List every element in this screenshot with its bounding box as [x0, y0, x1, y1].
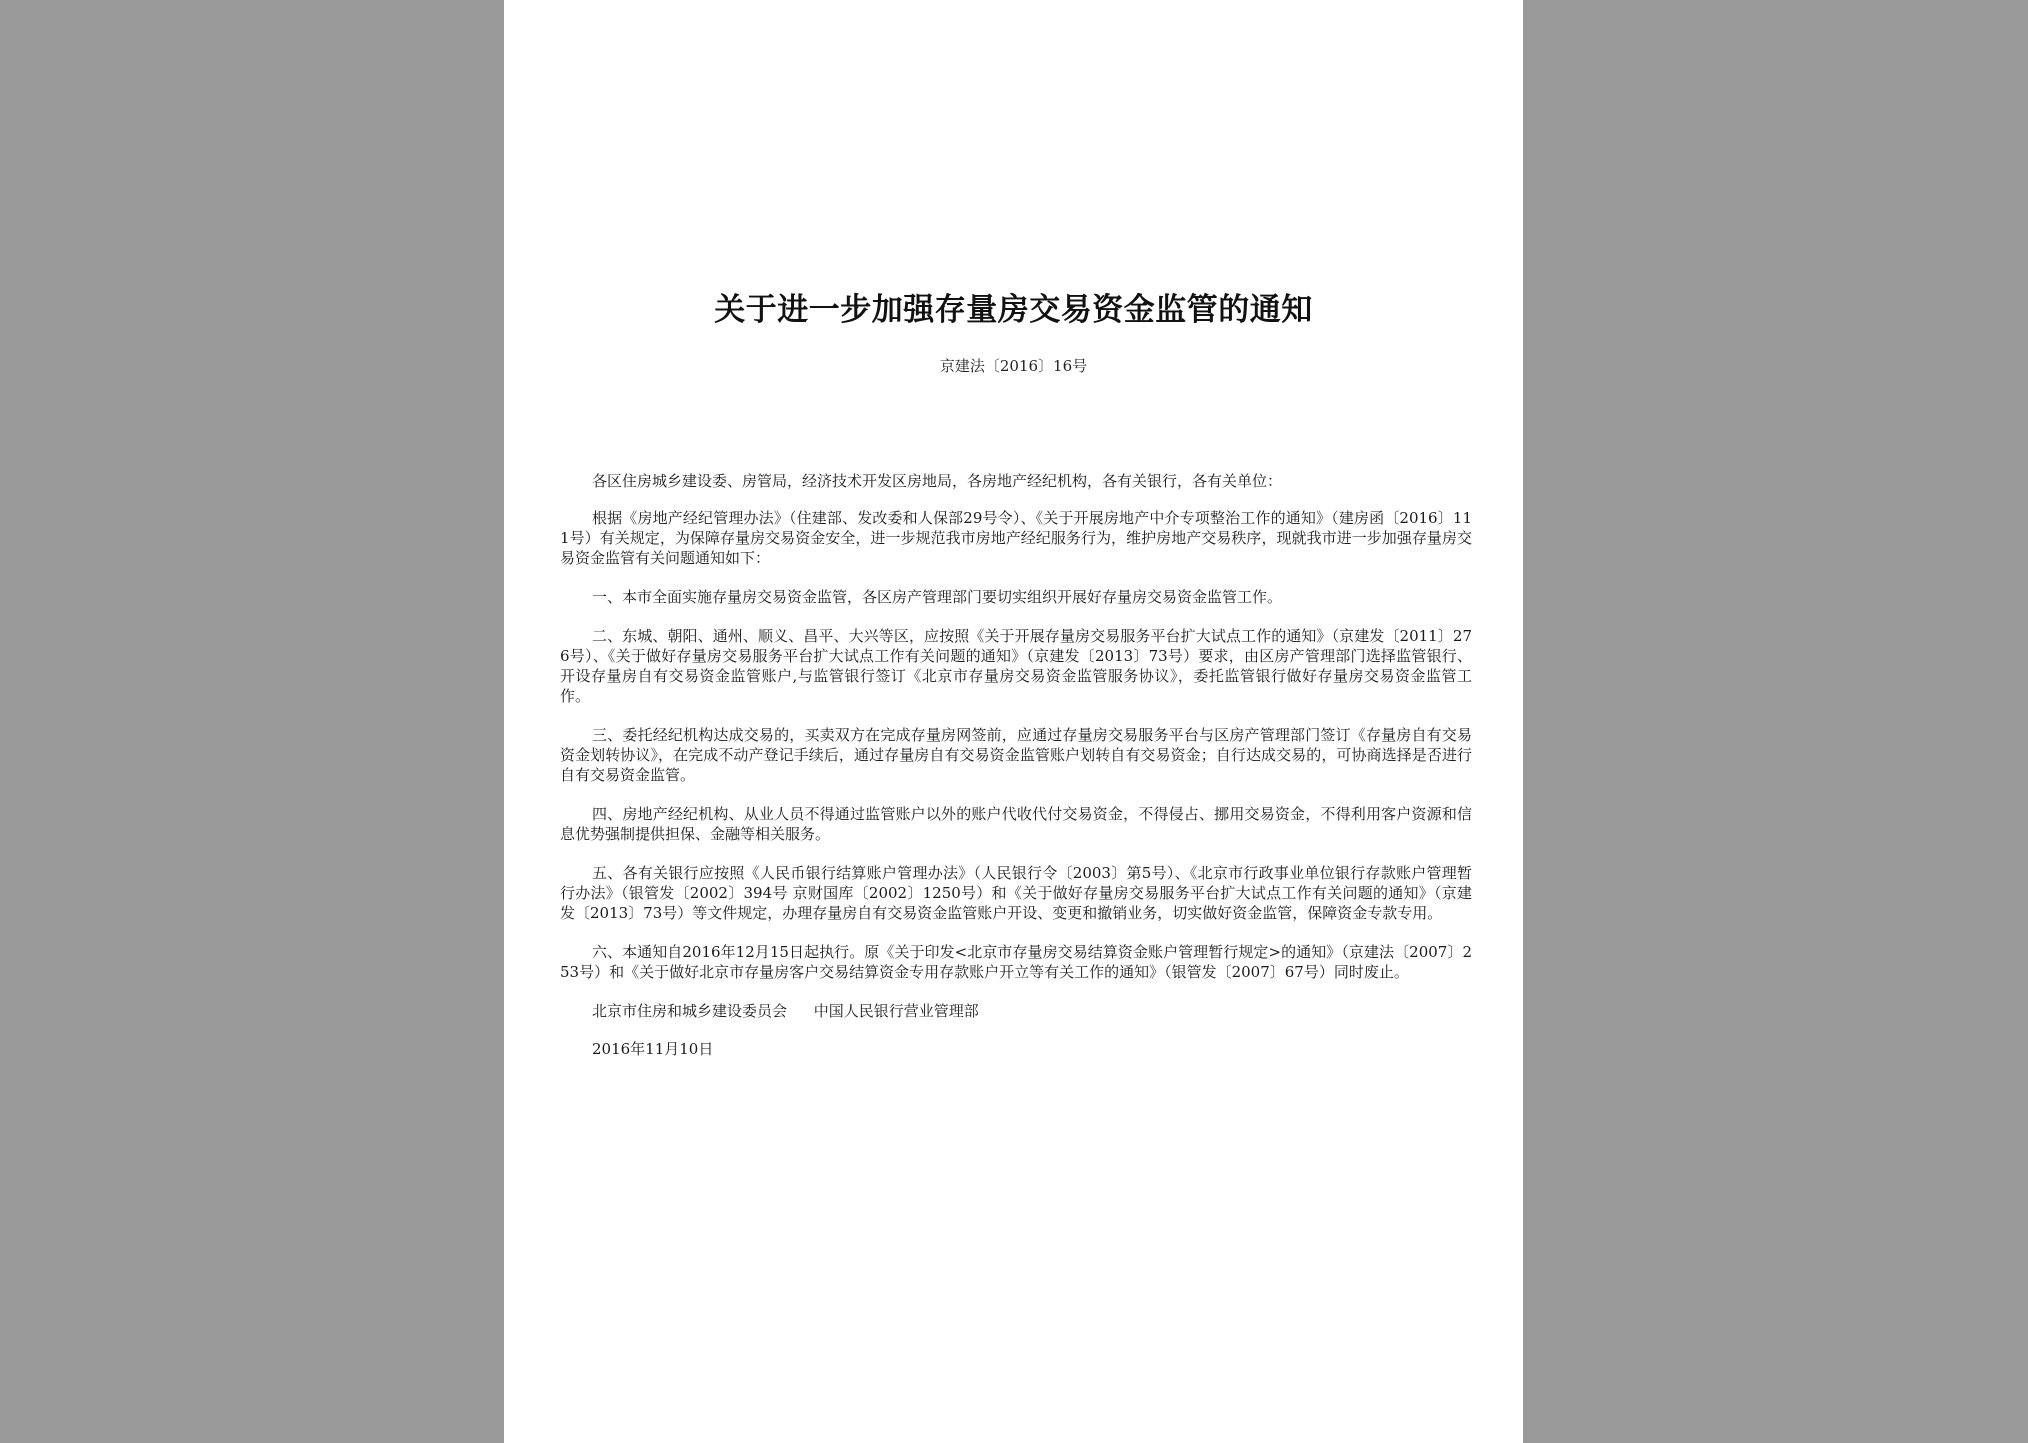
- document-number: 京建法〔2016〕16号: [939, 357, 1088, 375]
- issue-date: 2016年11月10日: [592, 1040, 714, 1058]
- paragraph-6: 六、本通知自2016年12月15日起执行。原《关于印发<北京市存量房交易结算资金账户管理暂行规定>的通知》（京建法〔2007〕253号）和《关于做好北京市存量房客户交易结算资金专用存款账户开立等有关工作的通知》（银管发〔2007〕67号）同时废止。: [560, 943, 1472, 981]
- paragraph-5: 五、各有关银行应按照《人民币银行结算账户管理办法》（人民银行令〔2003〕第5号）、《北京市行政事业单位银行存款账户管理暂行办法》（银管发〔2002〕394号 京财国库〔2002〕1250号）和《关于做好存量房交易服务平台扩大试点工作有关问题的通知》（京建发〔2013〕73号）等文件规定，办理存量房自有交易资金监管账户开设、变更和撤销业务，切实做好资金监管，保障资金专款专用。: [560, 864, 1472, 922]
- document-title: 关于进一步加强存量房交易资金监管的通知: [714, 292, 1313, 328]
- issuer-housing-commission: 北京市住房和城乡建设委员会: [592, 1002, 788, 1020]
- salutation: 各区住房城乡建设委、房管局，经济技术开发区房地局，各房地产经纪机构，各有关银行，各有关单位：: [592, 472, 1283, 490]
- paragraph-2: 二、东城、朝阳、通州、顺义、昌平、大兴等区，应按照《关于开展存量房交易服务平台扩大试点工作的通知》（京建发〔2011〕276号）、《关于做好存量房交易服务平台扩大试点工作有关问题的通知》（京建发〔2013〕73号）要求，由区房产管理部门选择监管银行、开设存量房自有交易资金监管账户,与监管银行签订《北京市存量房交易资金监管服务协议》，委托监管银行做好存量房交易资金监管工作。: [560, 627, 1472, 705]
- document-body: [560, 471, 1472, 1059]
- document-page: [504, 0, 1523, 1443]
- paragraph-3: 三、委托经纪机构达成交易的，买卖双方在完成存量房网签前，应通过存量房交易服务平台与区房产管理部门签订《存量房自有交易资金划转协议》，在完成不动产登记手续后，通过存量房自有交易资金监管账户划转自有交易资金；自行达成交易的，可协商选择是否进行自有交易资金监管。: [560, 726, 1472, 784]
- paragraph-preamble: 根据《房地产经纪管理办法》（住建部、发改委和人保部29号令）、《关于开展房地产中介专项整治工作的通知》（建房函〔2016〕111号）有关规定，为保障存量房交易资金安全，进一步规范我市房地产经纪服务行为，维护房地产交易秩序，现就我市进一步加强存量房交易资金监管有关问题通知如下：: [560, 509, 1472, 567]
- paragraph-1: 一、本市全面实施存量房交易资金监管，各区房产管理部门要切实组织开展好存量房交易资金监管工作。: [592, 588, 1283, 606]
- issuer-signatures: [560, 1001, 1472, 1021]
- issuer-pboc-office: 中国人民银行营业管理部: [813, 1002, 979, 1020]
- paragraph-4: 四、房地产经纪机构、从业人员不得通过监管账户以外的账户代收代付交易资金，不得侵占、挪用交易资金，不得利用客户资源和信息优势强制提供担保、金融等相关服务。: [560, 805, 1472, 843]
